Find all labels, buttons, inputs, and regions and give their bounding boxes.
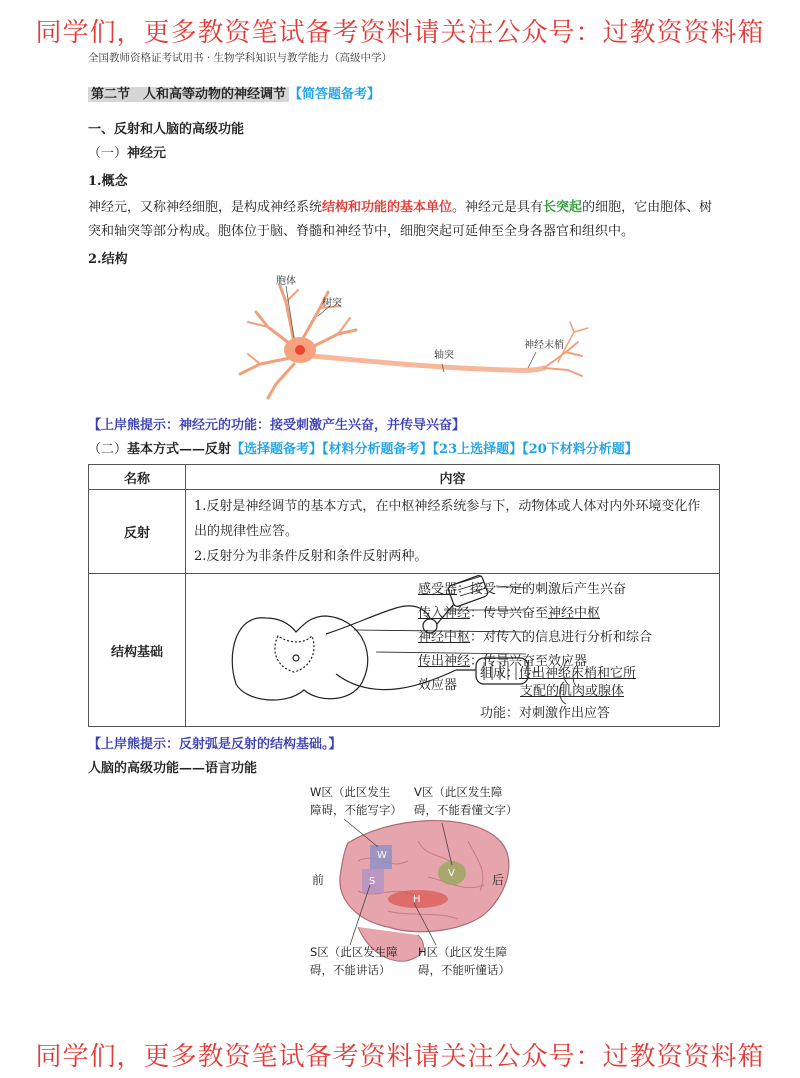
reflex-arc-diagram <box>186 574 719 726</box>
center-desc: ：对传入的信息进行分析和综合 <box>470 630 653 645</box>
receptor-term: 感受器 <box>418 582 458 597</box>
nucleus-shape <box>295 345 305 355</box>
heading-reflex-tags: 【选择题备考】【材料分析题备考】【23上选择题】【20下材料分析题】 <box>231 442 638 457</box>
reflex-line-1: 1.反射是神经调节的基本方式，在中枢神经系统参与下，动物体或人体对内外环境变化作出的规律性应答。 <box>194 499 701 539</box>
reflex-line-2: 2.反射分为非条件反射和条件反射两种。 <box>194 549 428 564</box>
concept-paragraph <box>88 196 720 244</box>
heading-reflex-prefix: （二） <box>88 442 128 457</box>
composition-label: 组成： <box>480 666 520 681</box>
heading-neuron-prefix: （一） <box>88 146 128 161</box>
concept-highlight-green: 长突起 <box>543 200 583 215</box>
w-area-letter: W <box>377 850 387 861</box>
top-banner: 同学们，更多教资笔试备考资料请关注公众号：过教资资料箱 <box>35 18 765 48</box>
label-axon: 轴突 <box>434 350 454 361</box>
w-area-line-2: 障碍，不能写字） <box>310 803 402 817</box>
heading-brain: 人脑的高级功能——语言功能 <box>88 761 258 776</box>
section-title-text: 第二节 人和高等动物的神经调节 <box>88 87 289 102</box>
row-content-structure <box>186 574 720 727</box>
v-area-line-1: V区（此区发生障 <box>414 785 503 799</box>
label-soma: 胞体 <box>276 276 296 287</box>
v-area-letter: V <box>448 868 455 879</box>
efferent-term: 传出神经 <box>418 654 471 669</box>
table-header-content: 内容 <box>186 465 720 490</box>
v-area-line-2: 碍，不能看懂文字） <box>414 803 518 817</box>
front-label: 前 <box>312 873 325 887</box>
center-text <box>418 626 652 645</box>
h-area-line-1: H区（此区发生障 <box>418 945 508 959</box>
afferent-term: 传入神经 <box>418 606 471 621</box>
w-area-note <box>310 783 402 819</box>
effector-composition-2 <box>520 680 624 699</box>
heading-concept: 1.概念 <box>88 174 128 189</box>
h-area-note <box>418 943 510 979</box>
s-area-note <box>310 943 398 979</box>
efferent-desc: ：传导兴奋至效应器 <box>470 654 588 669</box>
effector-function: 功能：对刺激作出应答 <box>480 706 611 721</box>
label-terminal: 神经末梢 <box>524 340 564 351</box>
brain-diagram <box>88 781 720 1003</box>
afferent-text <box>418 602 600 621</box>
bottom-banner: 同学们，更多教资笔试备考资料请关注公众号：过教资资料箱 <box>35 1042 765 1072</box>
s-area-letter: S <box>369 876 376 887</box>
section-title <box>88 84 720 106</box>
row-name-structure: 结构基础 <box>89 574 186 727</box>
neuron-diagram <box>88 272 720 414</box>
w-area-line-1: W区（此区发生 <box>310 785 391 799</box>
concept-highlight-red: 结构和功能的基本单位 <box>322 200 453 215</box>
concept-text-3: 的细胞，它由胞体、树突和轴突等部分构成。胞体位于脑、脊髓和神经节中，细胞突起可延伸至全身各器官和组织中。 <box>88 200 713 239</box>
heading-structure: 2.结构 <box>88 252 128 267</box>
composition-desc-2: 支配的肌肉或腺体 <box>520 684 625 699</box>
back-label: 后 <box>492 873 505 887</box>
concept-text-1: 神经元，又称神经细胞，是构成神经系统 <box>88 200 323 215</box>
tip-reflex-arc: 【上岸熊提示：反射弧是反射的结构基础。】 <box>88 737 342 752</box>
reflex-table <box>88 464 720 727</box>
s-area-line-2: 碍，不能讲话） <box>310 963 391 977</box>
row-name-reflex: 反射 <box>89 490 186 574</box>
h-area-letter: H <box>413 894 421 905</box>
composition-desc-1: 传出神经末梢和它所 <box>519 666 637 681</box>
neuron-illustration <box>88 272 720 414</box>
heading-neuron-title: 神经元 <box>127 146 167 161</box>
center-term: 神经中枢 <box>418 630 471 645</box>
concept-text-2: 。神经元是具有 <box>452 200 544 215</box>
table-row <box>89 490 720 574</box>
heading-reflex <box>88 438 720 462</box>
book-subtitle: 全国教师资格证考试用书 · 生物学科知识与教学能力（高级中学） <box>88 52 393 64</box>
afferent-desc: ：传导兴奋至 <box>470 606 549 621</box>
table-row <box>89 574 720 727</box>
row-content-reflex <box>186 490 720 574</box>
afferent-target: 神经中枢 <box>548 606 601 621</box>
effector-text: 效应器 <box>418 678 458 693</box>
table-header-name: 名称 <box>89 465 186 490</box>
heading-neuron <box>88 142 720 166</box>
tip-neuron-function: 【上岸熊提示：神经元的功能：接受刺激产生兴奋，并传导兴奋】 <box>88 418 466 433</box>
v-area-note <box>414 783 518 819</box>
page-content <box>88 84 720 1003</box>
effector-composition <box>480 662 636 681</box>
label-dendrite: 树突 <box>322 298 342 309</box>
receptor-desc: ：接受一定的刺激后产生兴奋 <box>457 582 627 597</box>
table-header-row <box>89 465 720 490</box>
heading-reflex-brain: 一、反射和人脑的高级功能 <box>88 122 245 137</box>
h-area-line-2: 碍，不能听懂话） <box>418 963 510 977</box>
receptor-text <box>418 578 626 597</box>
heading-reflex-title: 基本方式——反射 <box>127 442 232 457</box>
brain-illustration <box>88 781 720 1003</box>
s-area-line-1: S区（此区发生障 <box>310 945 398 959</box>
section-tag: 【简答题备考】 <box>289 87 381 102</box>
